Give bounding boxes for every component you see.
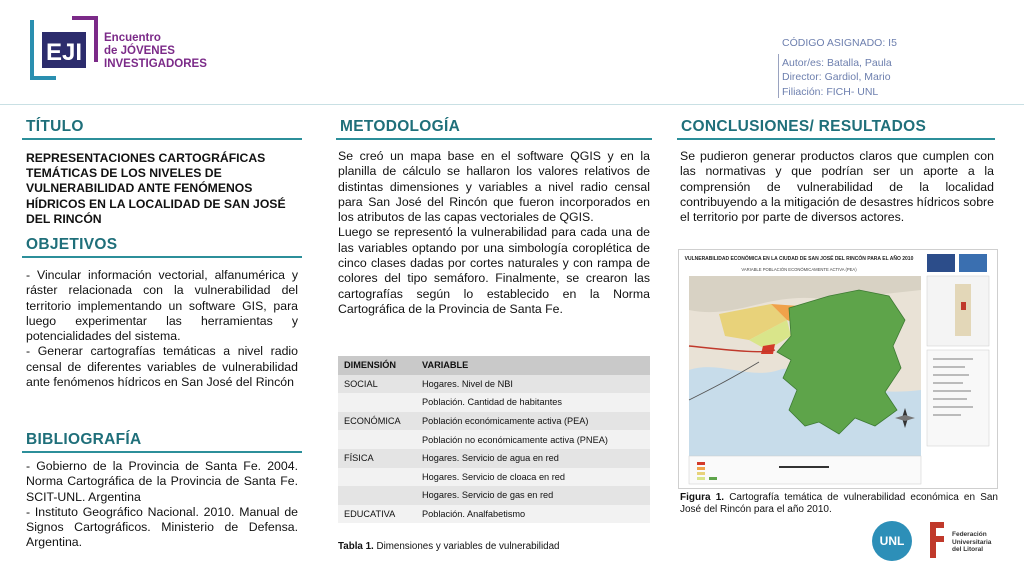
table-cell: Hogares. Servicio de gas en red: [416, 486, 650, 505]
unl-logo: UNL: [872, 521, 912, 561]
table-caption: [338, 541, 559, 552]
conclusiones-rule: [677, 138, 995, 140]
logo-wordmark: [104, 32, 207, 71]
bib-1: - Gobierno de la Provincia de Santa Fe. 2004. Norma Cartográfica de la Provincia de Santa Fe. SCIT-UNL. Argentina: [26, 459, 298, 504]
table-row: [338, 468, 650, 487]
metodologia-p2: Luego se representó la vulnerabilidad para cada una de las variables optando por una simbología coroplética de cinco clases dadas por cortes naturales y con rampa de colores del tipo semáforo. Finalmente, se crearon las cartografías según lo establecido en la Norma Cartográfica de la Provincia de Santa Fe.: [338, 225, 650, 316]
affiliation: Filiación: FICH- UNL: [782, 85, 879, 98]
legend-swatch-red: [697, 462, 705, 465]
table-header-variable: VARIABLE: [416, 356, 650, 375]
table-cell: Población. Cantidad de habitantes: [416, 393, 650, 412]
poster-title: REPRESENTACIONES CARTOGRÁFICAS TEMÁTICAS DE LOS NIVELES DE VULNERABILIDAD ANTE FENÓMENOS HÍDRICOS EN LA LOCALIDAD DE SAN JOSÉ DEL RINCÓN: [26, 151, 286, 226]
logo-letters: EJI: [45, 39, 83, 66]
meta-info: [782, 36, 897, 99]
table-cell: Hogares. Servicio de cloaca en red: [416, 468, 650, 487]
table-row: [338, 449, 650, 468]
table-cell: Hogares. Servicio de agua en red: [416, 449, 650, 468]
conclusiones-text: Se pudieron generar productos claros que cumplen con las normativas y que podrían ser un aporte a la comprensión de vulnerabilidad de la localidad contribuyendo a la mitigación de desastres hídricos sobre el territorio por parte de diversos actores.: [680, 149, 994, 225]
table-header-row: [338, 356, 650, 375]
fue-logo-text: [952, 531, 991, 554]
legend-swatch-green: [709, 477, 717, 480]
objetivos-rule: [22, 256, 302, 258]
table-cell: Población no económicamente activa (PNEA): [416, 430, 650, 449]
table-cell: [338, 486, 416, 505]
titulo-heading: TÍTULO: [26, 118, 84, 135]
table-cell: Población. Analfabetismo: [416, 505, 650, 524]
fue-line-2: Universitaria: [952, 538, 992, 546]
titulo-rule: [22, 138, 302, 140]
bibliografia-text: [26, 459, 298, 551]
code-assigned: CÓDIGO ASIGNADO: I5: [782, 37, 897, 49]
table-row: [338, 412, 650, 431]
table-cell: EDUCATIVA: [338, 505, 416, 524]
table-cell: [338, 468, 416, 487]
metodologia-text: [338, 149, 650, 317]
figure-caption-label: Figura 1.: [680, 492, 725, 503]
table-cell: SOCIAL: [338, 375, 416, 394]
table-cell: Hogares. Nivel de NBI: [416, 375, 650, 394]
table-cell: [338, 393, 416, 412]
metodologia-p1: Se creó un mapa base en el software QGIS y en la planilla de cálculo se hallaron los valores relativos de distintas dimensiones y variables a nivel radio censal para San José del Rincón que fueron incorporados en los atributos de las capas vectoriales de QGIS.: [338, 149, 650, 225]
table-cell: ECONÓMICA: [338, 412, 416, 431]
map-inset-marker: [961, 302, 966, 310]
map-bottom-legend: [689, 456, 921, 484]
metodologia-rule: [336, 138, 652, 140]
logo: [28, 14, 100, 82]
table-row: [338, 393, 650, 412]
map-title: VULNERABILIDAD ECONÓMICA EN LA CIUDAD DE SAN JOSÉ DEL RINCÓN PARA EL AÑO 2010: [684, 256, 914, 262]
logo-line-1: Encuentro: [104, 32, 161, 44]
table-cell: [338, 430, 416, 449]
map-subtitle: VARIABLE POBLACIÓN ECONÓMICAMENTE ACTIVA (PEA): [741, 267, 857, 272]
header-rule: [0, 104, 1024, 105]
logo-line-3: INVESTIGADORES: [104, 58, 207, 70]
logo-line-2: de JÓVENES: [104, 45, 175, 57]
map-logo-fich: [927, 254, 955, 272]
map-figure: [678, 249, 998, 489]
conclusiones-heading: CONCLUSIONES/ RESULTADOS: [681, 118, 927, 135]
fue-line-3: del Litoral: [952, 546, 984, 553]
legend-swatch-orange: [697, 467, 705, 470]
map-logo-unl: [959, 254, 987, 272]
table-caption-label: Tabla 1.: [338, 541, 374, 552]
table-row: [338, 375, 650, 394]
authors: Autor/es: Batalla, Paula: [782, 56, 892, 69]
director: Director: Gardiol, Mario: [782, 71, 891, 83]
table-row: [338, 505, 650, 524]
map-scale-bar: [779, 466, 829, 468]
objetivo-1: - Vincular información vectorial, alfanumérica y ráster relacionada con la vulnerabilidad del territorio implementando un software GIS, para luego experimentar las herramientas y potencialidades del sistema.: [26, 268, 298, 344]
table-row: [338, 486, 650, 505]
table-cell: FÍSICA: [338, 449, 416, 468]
metodologia-heading: METODOLOGÍA: [340, 118, 461, 135]
bibliografia-rule: [22, 451, 302, 453]
objetivo-2: - Generar cartografías temáticas a nivel radio censal de diferentes variables de vulnerabilidad ante fenómenos hídricos en San José del Rincón: [26, 344, 298, 390]
map-class-green: [777, 290, 905, 434]
meta-divider: [778, 54, 779, 98]
table-row: [338, 430, 650, 449]
fue-line-1: Federación: [952, 531, 987, 538]
figure-caption: [680, 492, 998, 516]
objetivos-text: [26, 268, 298, 390]
variables-table: [338, 356, 650, 523]
legend-swatch-lightgreen: [697, 477, 705, 480]
fue-logo-mark: [924, 520, 950, 560]
figure-caption-text: Cartografía temática de vulnerabilidad económica en San José del Rincón para el año 2010.: [680, 492, 998, 515]
legend-swatch-yellow: [697, 472, 705, 475]
bibliografia-heading: BIBLIOGRAFÍA: [26, 431, 142, 448]
table-cell: Población económicamente activa (PEA): [416, 412, 650, 431]
table-caption-text: Dimensiones y variables de vulnerabilidad: [373, 541, 560, 552]
bib-2: - Instituto Geográfico Nacional. 2010. Manual de Signos Cartográficos. Ministerio de Defensa. Argentina.: [26, 504, 298, 550]
objetivos-heading: OBJETIVOS: [26, 236, 118, 253]
table-header-dimension: DIMENSIÓN: [338, 356, 416, 375]
